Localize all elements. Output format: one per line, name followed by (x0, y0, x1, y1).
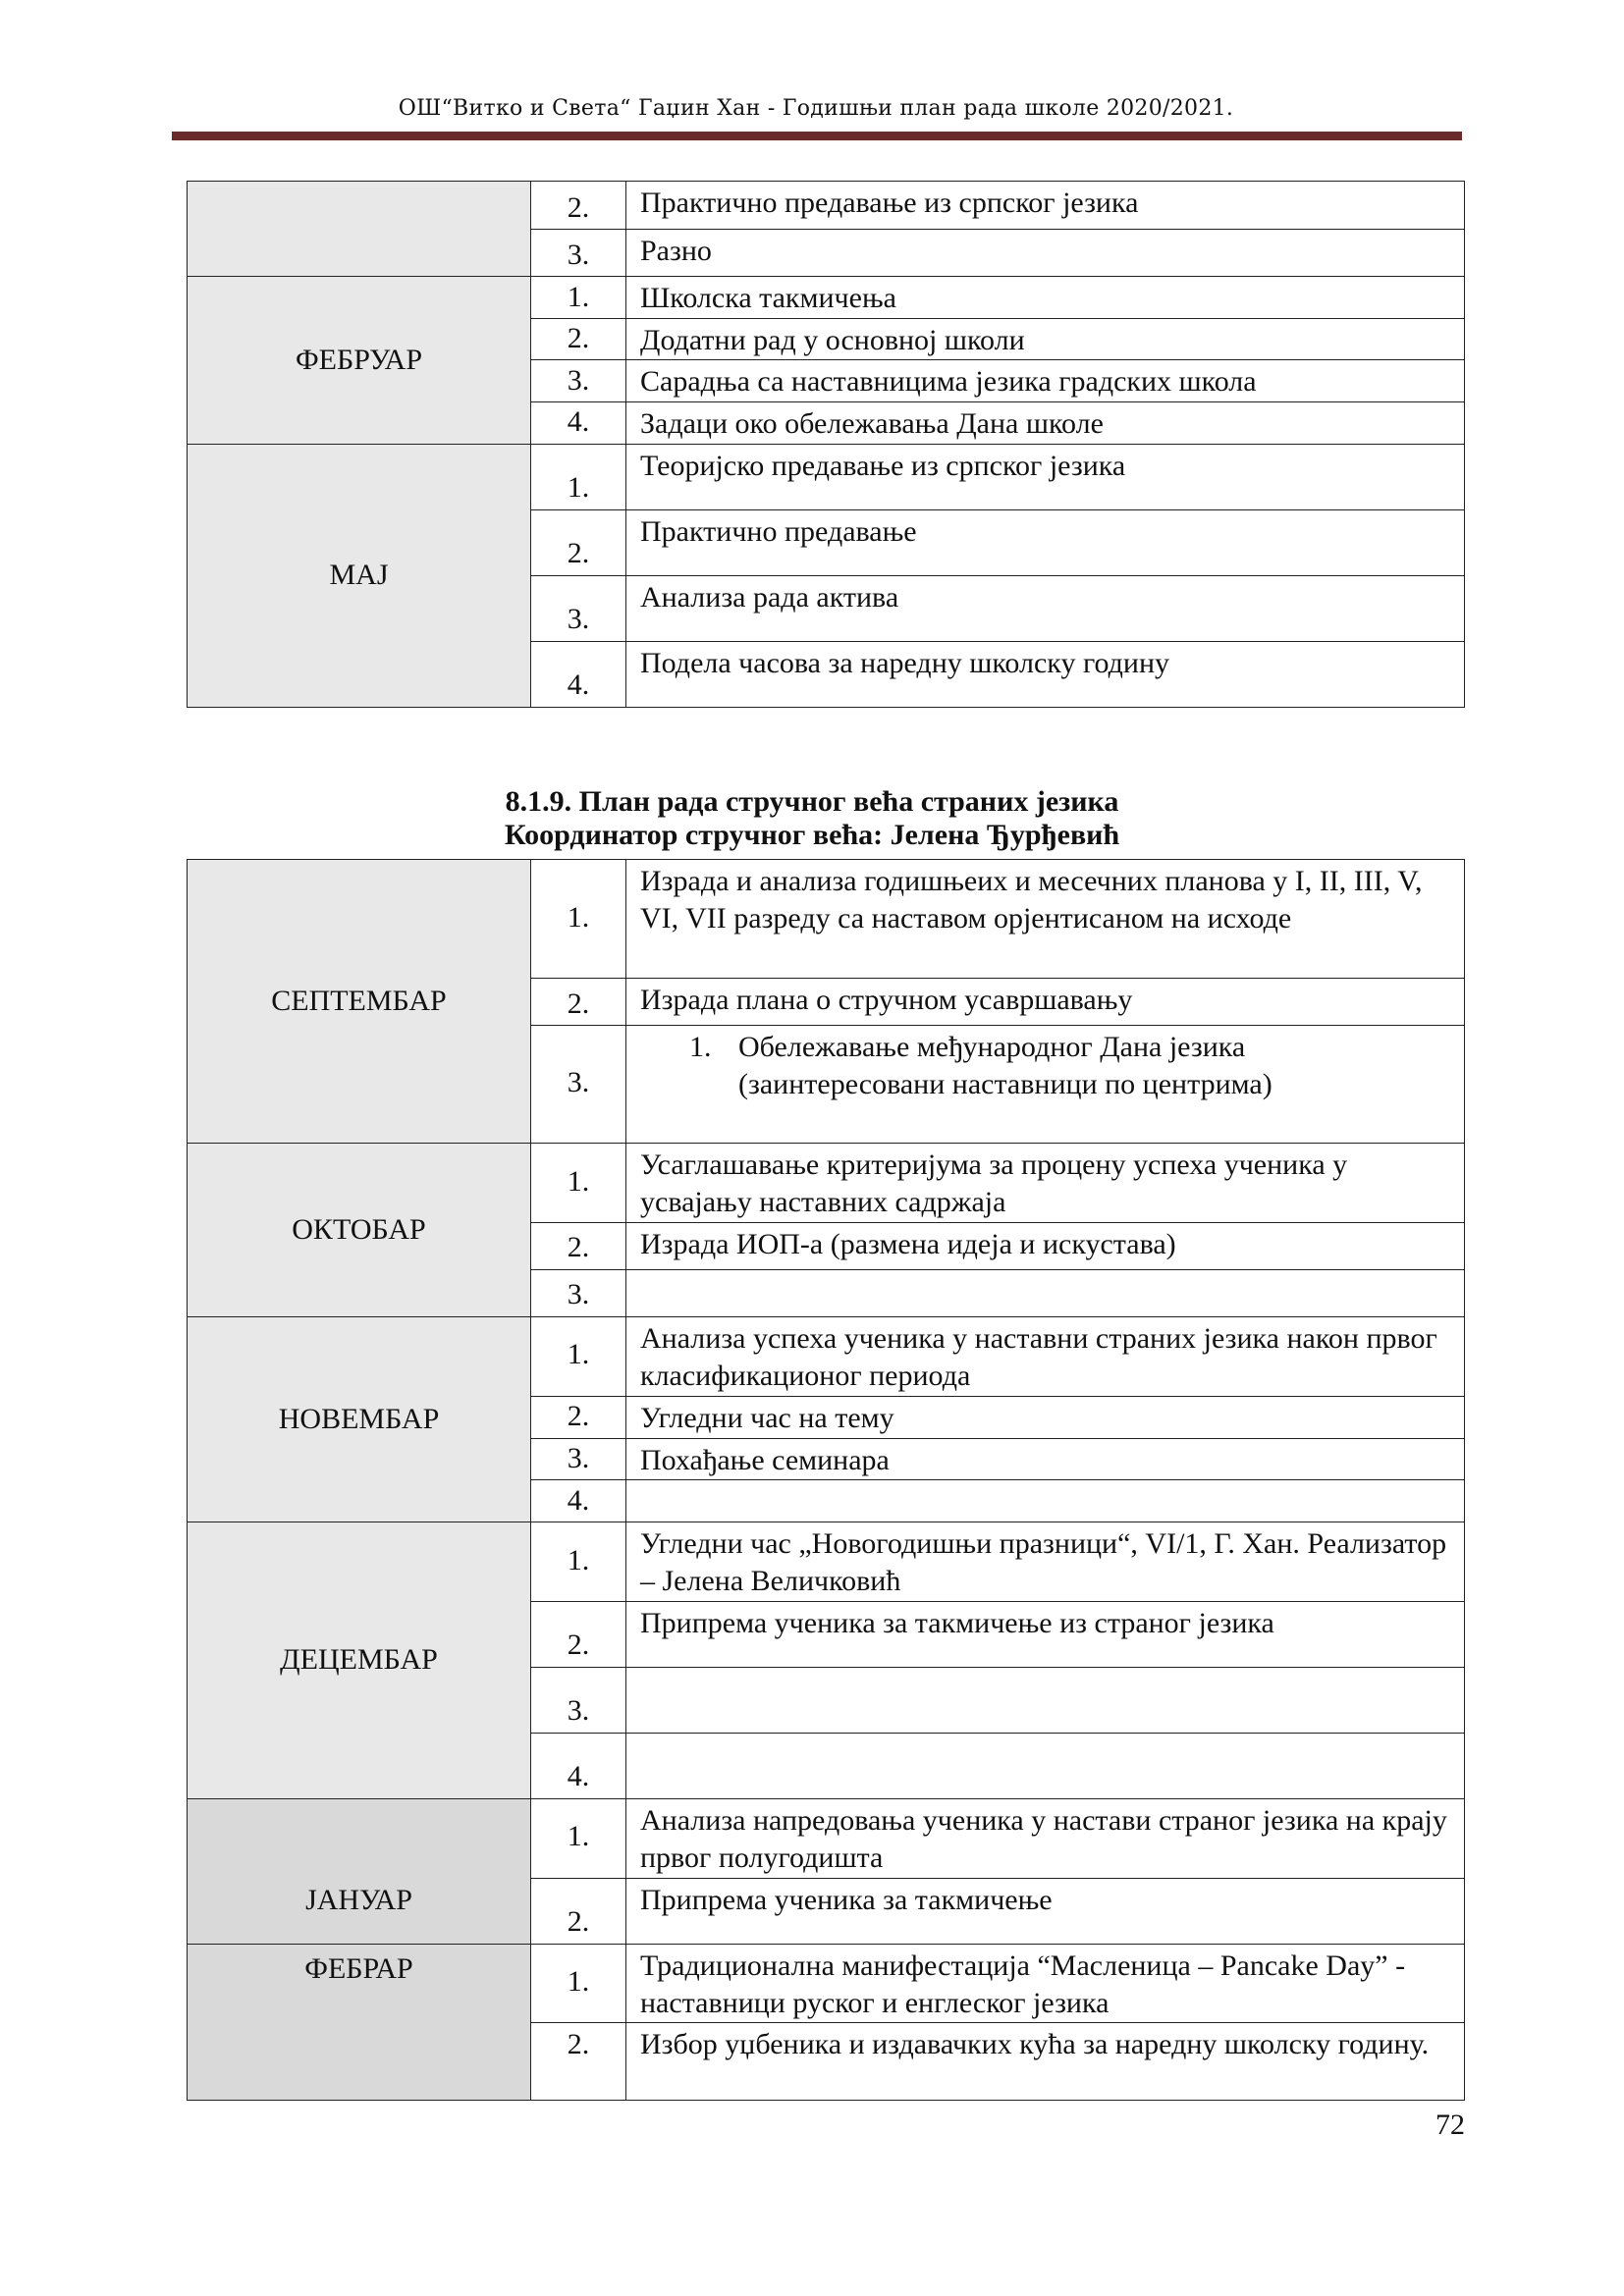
item-number: 2. (531, 1396, 626, 1438)
table-row (188, 1144, 1465, 1223)
item-number: 3. (531, 230, 626, 277)
item-number: 2. (531, 1222, 626, 1269)
item-text: Усаглашавање критеријума за процену успеха ученика у усвајању наставних садржаја (626, 1144, 1465, 1223)
item-number: 1. (531, 1944, 626, 2023)
item-text (626, 1733, 1465, 1798)
table-row (188, 277, 1465, 319)
item-number: 1. (531, 1316, 626, 1396)
item-number: 1. (531, 1144, 626, 1223)
month-cell: ФЕБРУАР (188, 277, 531, 445)
table-row (188, 1522, 1465, 1601)
item-number: 3. (531, 1269, 626, 1316)
numbered-list-item (640, 1029, 1450, 1104)
month-cell: ОКТОБАР (188, 1144, 531, 1317)
item-number: 1. (531, 277, 626, 319)
item-text: Анализа напредовања ученика у настави страног језика на крају првог полугодишта (626, 1798, 1465, 1878)
item-number: 3. (531, 360, 626, 402)
item-number: 2. (531, 319, 626, 360)
month-cell: ДЕЦЕМБАР (188, 1522, 531, 1798)
item-text: Разно (626, 230, 1465, 277)
item-number: 2. (531, 509, 626, 575)
item-text: Практично предавање (626, 509, 1465, 575)
item-text: Традиционална манифестација “Масленица – Pancake Day” - наставници руског и енглеског језика (626, 1944, 1465, 2023)
month-cell: ФЕБРАР (188, 1944, 531, 2101)
item-text: Угледни час на тему (626, 1396, 1465, 1438)
item-text: Школска такмичења (626, 277, 1465, 319)
item-text: Угледни час „Новогодишњи празници“, VI/1, Г. Хан. Реализатор – Јелена Величковић (626, 1522, 1465, 1601)
item-number: 3. (531, 575, 626, 641)
item-text: Задаци око обележавања Дана школе (626, 402, 1465, 444)
month-cell: ЈАНУАР (188, 1798, 531, 1944)
item-number: 1. (531, 1798, 626, 1878)
list-item-text: Обележавање међународног Дана језика (заинтересовани наставници по центрима) (738, 1031, 1272, 1101)
item-text: Похађање семинара (626, 1438, 1465, 1479)
item-text: Припрема ученика за такмичење из страног језика (626, 1601, 1465, 1667)
item-text: Теоријско предавање из српског језика (626, 444, 1465, 509)
item-text (626, 1026, 1465, 1144)
item-number: 1. (531, 1522, 626, 1601)
item-text: Подела часова за наредну школску годину (626, 641, 1465, 707)
item-text: Сарадња са наставницима језика градских школа (626, 360, 1465, 402)
item-text: Израда и анализа годишњеих и месечних планова у I, II, III, V, VI, VII разреду са наставом орјентисаном на исходе (626, 860, 1465, 979)
page-header: ОШ“Витко и Света“ Гаџин Хан - Годишњи план рада школе 2020/2021. (398, 96, 1234, 121)
item-text: Анализа рада актива (626, 575, 1465, 641)
item-number: 1. (531, 444, 626, 509)
month-cell (188, 182, 531, 277)
list-marker: 1. (689, 1031, 712, 1063)
item-text: Практично предавање из српског језика (626, 182, 1465, 230)
page-number: 72 (1435, 2109, 1465, 2141)
table-row (188, 1944, 1465, 2023)
item-number: 3. (531, 1026, 626, 1144)
item-number: 2. (531, 1601, 626, 1667)
item-text: Израда ИОП-а (размена идеја и искустава) (626, 1222, 1465, 1269)
item-number: 4. (531, 1479, 626, 1522)
item-number: 2. (531, 2023, 626, 2101)
item-text: Додатни рад у основној школи (626, 319, 1465, 360)
month-cell: МАЈ (188, 444, 531, 707)
item-number: 2. (531, 182, 626, 230)
item-text (626, 1269, 1465, 1316)
item-text: Анализа успеха ученика у наставни страних језика након првог класификационог периода (626, 1316, 1465, 1396)
section-coordinator: Координатор стручног већа: Јелена Ђурђевић (504, 819, 1120, 851)
item-number: 2. (531, 1878, 626, 1944)
item-text (626, 1667, 1465, 1733)
item-number: 3. (531, 1438, 626, 1479)
item-number: 4. (531, 641, 626, 707)
item-number: 1. (531, 860, 626, 979)
table-row (188, 182, 1465, 230)
item-number: 3. (531, 1667, 626, 1733)
table-row (188, 444, 1465, 509)
item-number: 2. (531, 979, 626, 1026)
item-text: Припрема ученика за такмичење (626, 1878, 1465, 1944)
header-rule (172, 132, 1462, 140)
section-heading-block (0, 785, 1624, 852)
section-heading: 8.1.9. План рада стручног већа страних језика (505, 785, 1119, 818)
table-row (188, 1798, 1465, 1878)
month-cell: НОВЕМБАР (188, 1316, 531, 1522)
item-number: 4. (531, 1733, 626, 1798)
table-strani-jezici (187, 859, 1465, 2101)
item-text: Израда плана о стручном усавршавању (626, 979, 1465, 1026)
item-text: Избор уџбеника и издавачких кућа за наредну школску годину. (626, 2023, 1465, 2101)
table-row (188, 860, 1465, 979)
item-number: 4. (531, 402, 626, 444)
table-row (188, 1316, 1465, 1396)
month-cell: СЕПТЕМБАР (188, 860, 531, 1144)
table-srpski-jezik-continued (187, 181, 1465, 708)
item-text (626, 1479, 1465, 1522)
